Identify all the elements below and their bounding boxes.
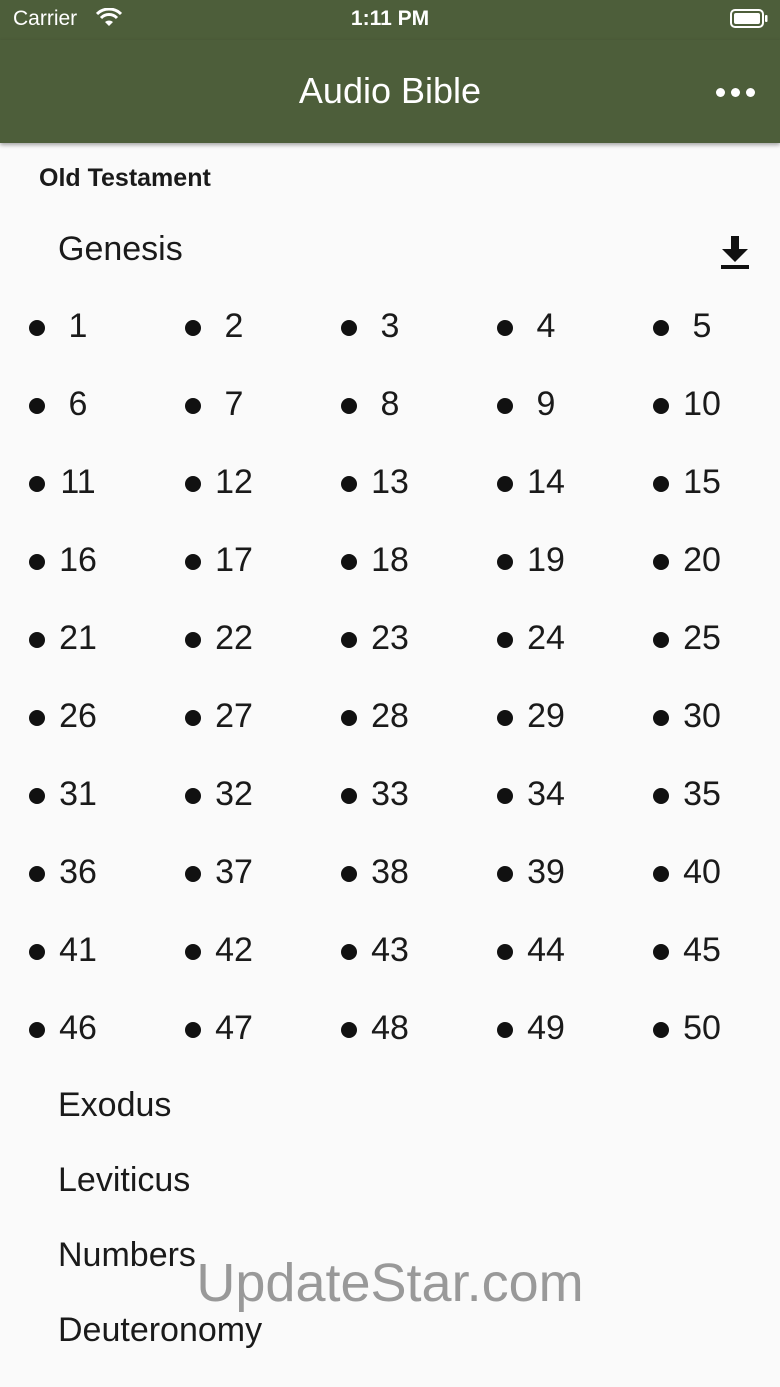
chapter-number: 15	[683, 463, 721, 501]
chapter-item[interactable]	[312, 366, 468, 444]
chapter-item[interactable]	[312, 678, 468, 756]
chapter-number: 8	[380, 385, 400, 423]
chapter-item[interactable]	[156, 678, 312, 756]
bullet-icon	[341, 710, 357, 726]
carrier-label: Carrier	[13, 7, 78, 30]
chapter-item[interactable]	[312, 444, 468, 522]
chapter-item[interactable]	[0, 678, 156, 756]
chapter-number: 11	[60, 463, 96, 501]
chapter-number: 20	[683, 541, 721, 579]
bullet-icon	[185, 320, 201, 336]
chapter-item[interactable]	[312, 834, 468, 912]
bullet-icon	[497, 320, 513, 336]
chapter-item[interactable]	[0, 834, 156, 912]
status-time: 1:11 PM	[350, 7, 430, 30]
bullet-icon	[653, 944, 669, 960]
bullet-icon	[341, 554, 357, 570]
chapter-item[interactable]	[0, 756, 156, 834]
chapter-number: 48	[371, 1009, 409, 1047]
bullet-icon	[653, 398, 669, 414]
chapter-number: 14	[527, 463, 565, 501]
bullet-icon	[497, 554, 513, 570]
chapter-number: 5	[692, 307, 712, 345]
chapter-number: 3	[380, 307, 400, 345]
chapter-number: 4	[536, 307, 556, 345]
bullet-icon	[185, 476, 201, 492]
more-options-button[interactable]	[716, 82, 756, 104]
bullet-icon	[653, 788, 669, 804]
chapter-number: 46	[59, 1009, 97, 1047]
chapter-item[interactable]	[468, 444, 624, 522]
chapter-number: 22	[215, 619, 253, 657]
bullet-icon	[497, 398, 513, 414]
chapter-item[interactable]	[156, 756, 312, 834]
bullet-icon	[341, 1022, 357, 1038]
chapter-number: 32	[215, 775, 253, 813]
book-item-numbers[interactable]: Numbers	[58, 1236, 196, 1274]
more-horizontal-icon-dot	[746, 88, 755, 97]
chapter-number: 28	[371, 697, 409, 735]
chapter-number: 36	[59, 853, 97, 891]
bullet-icon	[185, 632, 201, 648]
bullet-icon	[185, 866, 201, 882]
bullet-icon	[497, 710, 513, 726]
bullet-icon	[29, 1022, 45, 1038]
chapter-number: 31	[59, 775, 97, 813]
chapter-item[interactable]	[156, 990, 312, 1068]
bullet-icon	[29, 710, 45, 726]
chapter-item[interactable]	[312, 756, 468, 834]
bullet-icon	[341, 944, 357, 960]
chapter-number: 39	[527, 853, 565, 891]
chapter-number: 1	[68, 307, 88, 345]
chapter-number: 42	[215, 931, 253, 969]
chapter-number: 24	[527, 619, 565, 657]
chapter-number: 17	[215, 541, 253, 579]
chapter-number: 40	[683, 853, 721, 891]
chapter-item[interactable]	[0, 366, 156, 444]
chapter-item[interactable]	[624, 990, 780, 1068]
bullet-icon	[341, 788, 357, 804]
chapter-number: 2	[224, 307, 244, 345]
chapter-item[interactable]	[0, 522, 156, 600]
bullet-icon	[497, 476, 513, 492]
chapter-number: 18	[371, 541, 409, 579]
battery-icon	[730, 9, 768, 28]
chapter-number: 38	[371, 853, 409, 891]
bullet-icon	[341, 476, 357, 492]
chapter-number: 26	[59, 697, 97, 735]
bullet-icon	[653, 866, 669, 882]
chapter-item[interactable]	[312, 912, 468, 990]
chapter-number: 12	[215, 463, 253, 501]
chapter-item[interactable]	[0, 444, 156, 522]
bullet-icon	[341, 398, 357, 414]
chapter-number: 19	[527, 541, 565, 579]
chapter-item[interactable]	[0, 990, 156, 1068]
chapter-number: 33	[371, 775, 409, 813]
chapter-number: 45	[683, 931, 721, 969]
chapter-item[interactable]	[624, 366, 780, 444]
bullet-icon	[29, 476, 45, 492]
app-bar	[0, 40, 780, 143]
bullet-icon	[29, 554, 45, 570]
chapter-item[interactable]	[0, 600, 156, 678]
chapter-item[interactable]	[468, 756, 624, 834]
chapter-item[interactable]	[156, 600, 312, 678]
chapter-item[interactable]	[624, 600, 780, 678]
bullet-icon	[497, 944, 513, 960]
chapter-item[interactable]	[468, 366, 624, 444]
chapter-item[interactable]	[156, 444, 312, 522]
bullet-icon	[653, 320, 669, 336]
app-title: Audio Bible	[298, 70, 482, 111]
bullet-icon	[29, 320, 45, 336]
bullet-icon	[497, 788, 513, 804]
chapter-item[interactable]	[312, 522, 468, 600]
book-item-exodus[interactable]: Exodus	[58, 1086, 172, 1124]
chapter-number: 13	[371, 463, 409, 501]
bullet-icon	[497, 866, 513, 882]
book-item-deuteronomy[interactable]: Deuteronomy	[58, 1311, 263, 1349]
chapter-number: 9	[536, 385, 556, 423]
chapter-number: 21	[59, 619, 97, 657]
section-title: Old Testament	[39, 164, 211, 192]
more-horizontal-icon	[716, 88, 725, 97]
chapter-number: 16	[59, 541, 97, 579]
chapter-item[interactable]	[0, 288, 156, 366]
chapter-number: 41	[59, 931, 97, 969]
chapter-item[interactable]	[624, 834, 780, 912]
chapter-number: 27	[215, 697, 253, 735]
watermark: UpdateStar.com	[196, 1253, 584, 1313]
bullet-icon	[653, 476, 669, 492]
bullet-icon	[653, 632, 669, 648]
chapter-item[interactable]	[312, 288, 468, 366]
chapter-item[interactable]	[468, 990, 624, 1068]
bullet-icon	[29, 398, 45, 414]
chapter-item[interactable]	[156, 834, 312, 912]
chapter-item[interactable]	[156, 912, 312, 990]
chapter-item[interactable]	[624, 288, 780, 366]
more-horizontal-icon-dot	[731, 88, 740, 97]
chapter-number: 7	[224, 385, 244, 423]
chapter-number: 37	[215, 853, 253, 891]
chapter-number: 34	[527, 775, 565, 813]
chapter-number: 47	[215, 1009, 253, 1047]
bullet-icon	[29, 944, 45, 960]
bullet-icon	[653, 1022, 669, 1038]
chapter-item[interactable]	[624, 678, 780, 756]
status-bar	[0, 0, 780, 40]
chapter-item[interactable]	[468, 288, 624, 366]
bullet-icon	[497, 1022, 513, 1038]
bullet-icon	[341, 320, 357, 336]
book-item-genesis[interactable]: Genesis	[58, 230, 183, 268]
chapter-item[interactable]	[624, 756, 780, 834]
chapter-item[interactable]	[156, 288, 312, 366]
chapter-number: 49	[527, 1009, 565, 1047]
chapter-item[interactable]	[468, 834, 624, 912]
bullet-icon	[341, 866, 357, 882]
bullet-icon	[341, 632, 357, 648]
chapter-item[interactable]	[468, 678, 624, 756]
chapter-item[interactable]	[468, 912, 624, 990]
chapter-number: 50	[683, 1009, 721, 1047]
chapter-number: 35	[683, 775, 721, 813]
bullet-icon	[185, 944, 201, 960]
chapter-number: 6	[68, 385, 88, 423]
chapter-item[interactable]	[624, 444, 780, 522]
bullet-icon	[29, 788, 45, 804]
bullet-icon	[29, 632, 45, 648]
chapter-item[interactable]	[156, 366, 312, 444]
bullet-icon	[185, 554, 201, 570]
bullet-icon	[185, 398, 201, 414]
chapter-item[interactable]	[312, 990, 468, 1068]
chapter-number: 25	[683, 619, 721, 657]
chapter-item[interactable]	[468, 522, 624, 600]
chapter-number: 10	[683, 385, 721, 423]
chapter-number: 29	[527, 697, 565, 735]
bullet-icon	[185, 710, 201, 726]
bullet-icon	[185, 788, 201, 804]
chapter-item[interactable]	[468, 600, 624, 678]
chapter-item[interactable]	[624, 912, 780, 990]
bullet-icon	[185, 1022, 201, 1038]
chapter-item[interactable]	[0, 912, 156, 990]
download-icon[interactable]	[718, 234, 752, 270]
bullet-icon	[653, 554, 669, 570]
chapter-number: 23	[371, 619, 409, 657]
bullet-icon	[653, 710, 669, 726]
chapter-item[interactable]	[156, 522, 312, 600]
chapter-item[interactable]	[312, 600, 468, 678]
book-item-leviticus[interactable]: Leviticus	[58, 1161, 191, 1199]
chapter-item[interactable]	[624, 522, 780, 600]
chapter-number: 30	[683, 697, 721, 735]
bullet-icon	[497, 632, 513, 648]
chapter-number: 44	[527, 931, 565, 969]
bullet-icon	[29, 866, 45, 882]
chapter-number: 43	[371, 931, 409, 969]
